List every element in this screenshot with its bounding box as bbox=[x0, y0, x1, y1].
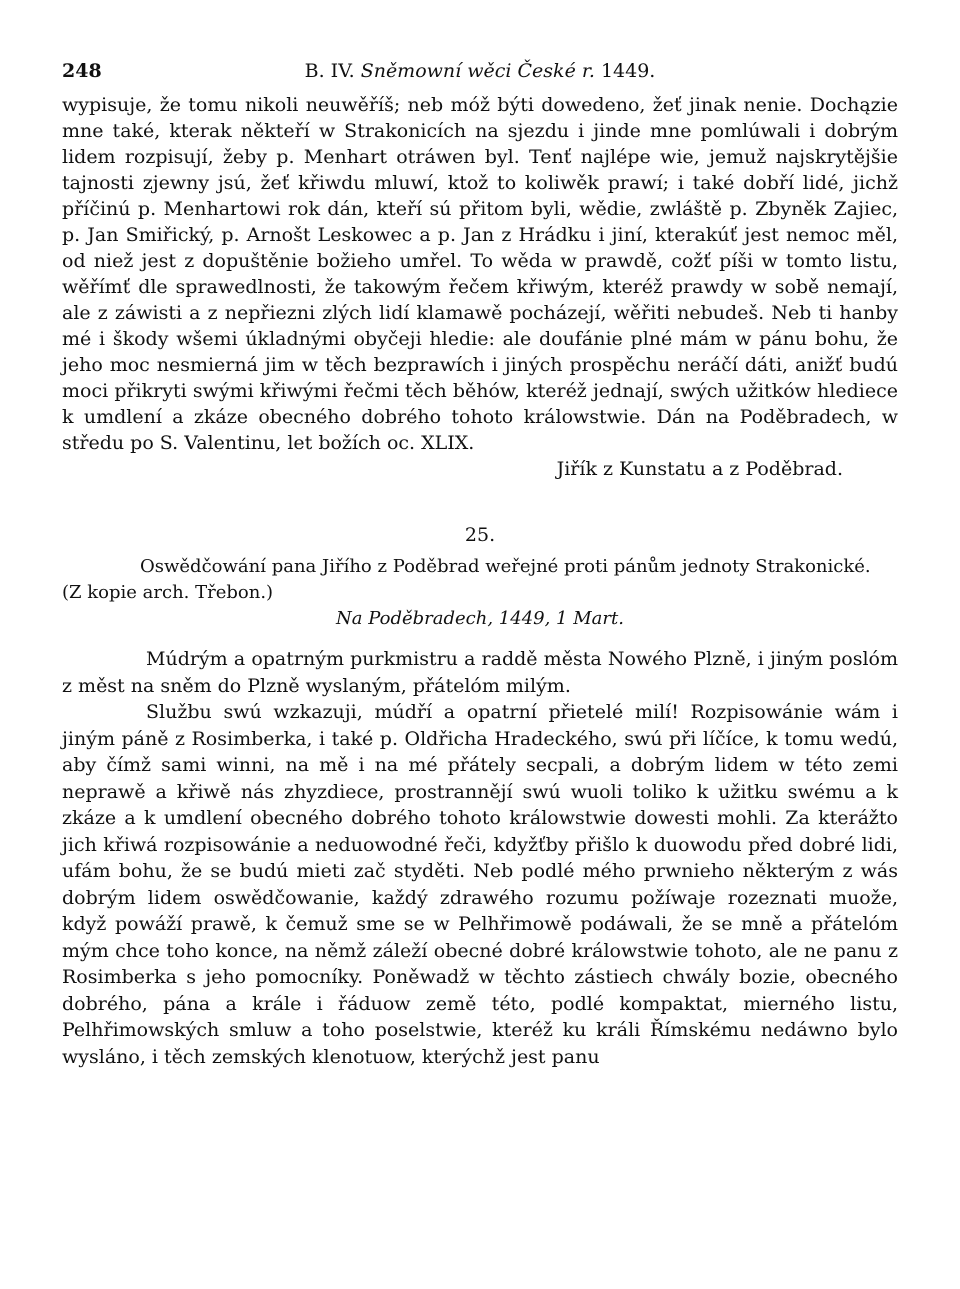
document-place-date: Na Poděbradech, 1449, 1 Mart. bbox=[336, 608, 624, 629]
letter-body bbox=[62, 646, 898, 1070]
document-number: 25. bbox=[464, 524, 496, 546]
signature: Jiřík z Kunstatu a z Poděbrad. bbox=[556, 458, 843, 480]
running-title-series: B. IV. bbox=[304, 60, 355, 82]
letter-paragraph: Službu swú wzkazuji, múdří a opatrní přietelé milí! Rozpisowánie wám i jiným páně z Rosimberka, i také p. Oldřicha Hradeckého, swú při líčíce, k tomu wedú, aby čímž sami winni, na mě i na mé přátely secpali, a dobrým lidem w této zemi neprawě a křiwě nás zhyzdiece, prostrannějí swú wuoli toliko k užitku swému a k zkáze a k umdlení obecného dobrého tohoto králowstwie dowesti mohli. Za kterážto jich křiwá rozpisowánie a neduowodné řeči, kdyžťby přišlo k duowodu před dobré lidi, ufám bohu, že se budú mieti zač styděti. Neb podlé mého prwnieho některým z wás dobrým lidem oswědčowanie, každý zdrawého rozumu požíwaje rozeznati muože, když powáží prawě, k čemuž sme se w Pelhřimowě podáwali, že se mně a přátelóm mým chce toho konce, na němž záleží obecné dobré králowstwie tohoto, ale ne panu z Rosimberka s jeho pomocníky. Poněwadž w těchto zástiech chwály bozie, obecného dobrého, pána a krále i řáduow země této, podlé kompaktat, mierného listu, Pelhřimowských smluw a toho poselstwie, kteréž ku králi Římskému nedáwno bylo wysláno, i těch zemských klenotuow, kterýchž jest panu bbox=[62, 701, 898, 1068]
book-page bbox=[62, 60, 898, 1070]
letter-address: Múdrým a opatrným purkmistru a raddě města Nowého Plzně, i jiným poslóm z měst na sněm do Plzně wyslaným, přátelóm milým. bbox=[62, 648, 898, 697]
running-title-year: 1449. bbox=[600, 60, 656, 82]
document-source: (Z kopie arch. Třebon.) bbox=[62, 582, 274, 603]
continuation-block bbox=[62, 92, 898, 456]
running-title bbox=[62, 60, 898, 82]
continuation-paragraph: wypisuje, že tomu nikoli neuwěříš; neb móž býti dowedeno, žeť jinak nenie. Dochązie mne také, kterak někteří w Strakonicích na sjezdu i jinde mne pomlúwali i dobrým lidem rozpisují, žeby p. Menhart otráwen byl. Tenť najlépe wie, jemuž najskrytějšie tajnosti zjewny jsú, žeť křiwdu mluwí, ktož to koliwěk prawí; i také dobří lidé, jichž příčinú p. Menhartowi rok dán, kteří sú přitom byli, wědie, zwláště p. Zbyněk Zajiec, p. Jan Smiřický, p. Arnošt Leskowec a p. Jan z Hrádku i jiní, kterakúť jest nemoc měl, od niež jest z dopuštěnie božieho umřel. To wěda w prawdě, cožť píši w tomto listu, wěřímť dle sprawedlnosti, že takowým řečem křiwým, kteréž prawdy w sobě nemají, ale z záwisti a z nepřiezni zlých lidí klamawě pocházejí, wěřiti nebudeš. Neb ti hanby mé i škody wšemi úkladnými obyčeji hledie: ale doufánie plné mám w pánu bohu, že jeho moc nesmierná jim w těch bezprawích i jiných prospěchu neráčí dáti, anižť budú moci přikryti swými křiwými řečmi těch běhów, kteréž jednají, swých užitków hlediece k umdlení a zkáze obecného dobrého tohoto králowstwie. Dán na Poděbradech, w středu po S. Valentinu, let božích oc. XLIX. bbox=[62, 94, 898, 454]
page-header bbox=[62, 60, 898, 92]
page-number: 248 bbox=[62, 60, 102, 82]
running-title-italic: Sněmowní wěci České r. bbox=[360, 60, 595, 82]
document-title: Oswědčowání pana Jiřího z Poděbrad weřejné proti pánům jednoty Strakonické. bbox=[140, 556, 871, 577]
